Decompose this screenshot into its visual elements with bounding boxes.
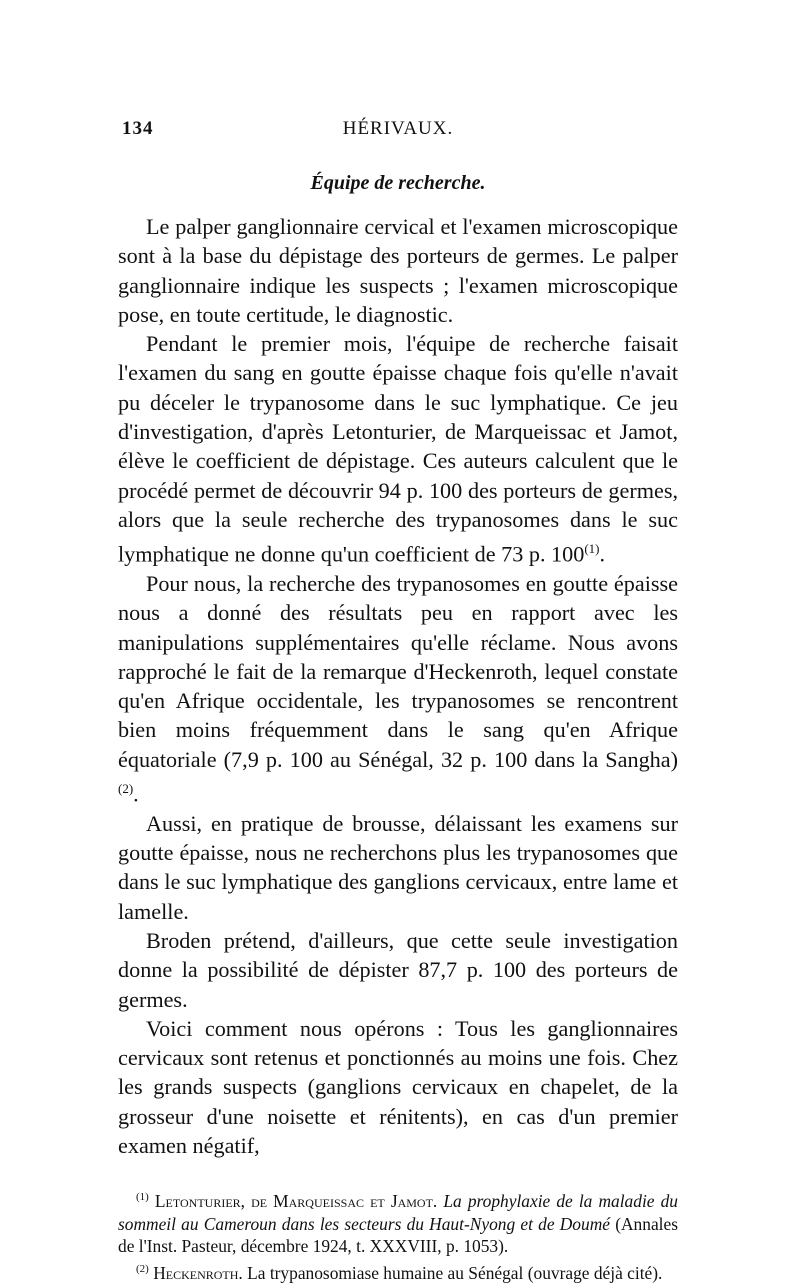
sentence-end: . — [133, 781, 139, 807]
sentence-end: . — [599, 541, 606, 567]
footnote — [118, 1186, 678, 1257]
paragraph — [118, 926, 678, 1014]
running-title: HÉRIVAUX. — [342, 118, 454, 139]
paragraph — [118, 1014, 678, 1160]
paragraph-text: Pendant le premier mois, l'équipe de recherche faisait l'examen du sang en goutte épaisse chaque fois qu'elle n'avait pu déceler le trypanosome dans le suc lymphatique. Ce jeu d'investigation, d'après Letonturier, de Marqueissac et Jamot, élève le coefficient de dépistage. Ces auteurs calculent que le procédé permet de découvrir 94 p. 100 des porteurs de germes, alors que la seule recherche des trypanosomes dans le suc lymphatique ne donne qu'un coefficient de 73 p. 100 — [118, 331, 678, 567]
footnote-title: La prophylaxie de la maladie du sommeil au Cameroun dans les secteurs du Haut-Nyong et de Doumé — [118, 1191, 678, 1234]
paragraph-text: Broden prétend, d'ailleurs, que cette seule investigation donne la possibilité de dépister 87,7 p. 100 des porteurs de germes. — [118, 927, 678, 1012]
body-text — [118, 212, 678, 1160]
footnotes — [118, 1186, 678, 1284]
paragraph — [118, 809, 678, 926]
page-number: 134 — [122, 118, 154, 139]
footnote-mark: (2) — [136, 1262, 149, 1275]
footnote-text: La trypanosomiase humaine au Sénégal (ouvrage déjà cité). — [247, 1262, 663, 1283]
paragraph — [118, 212, 678, 329]
footnote-authors: Heckenroth. — [153, 1262, 243, 1283]
running-head — [118, 118, 678, 148]
paragraph — [118, 329, 678, 569]
paragraph-text: Aussi, en pratique de brousse, délaissant les examens sur goutte épaisse, nous ne recherchons plus les trypanosomes que dans le suc lymphatique des ganglions cervicaux, entre lame et lamelle. — [118, 810, 678, 924]
book-page — [118, 118, 678, 1284]
footnote-reference: (2) — [118, 781, 134, 797]
section-title: Équipe de recherche. — [310, 172, 486, 194]
paragraph-text: Voici comment nous opérons : Tous les ganglionnaires cervicaux sont retenus et ponctionnés au moins une fois. Chez les grands suspects (ganglions cervicaux en chapelet, de la grosseur d'une noisette et rénitents), en cas d'un premier examen négatif, — [118, 1015, 678, 1158]
footnote-text: (Annales de l'Inst. Pasteur, décembre 1924, t. XXXVIII, p. 1053). — [118, 1213, 678, 1257]
footnote — [118, 1258, 678, 1284]
paragraph-text: Pour nous, la recherche des trypanosomes en goutte épaisse nous a donné des résultats peu en rapport avec les manipulations supplémentaires qu'elle réclame. Nous avons rapproché le fait de la remarque d'Heckenroth, lequel constate qu'en Afrique occidentale, les trypanosomes se rencontrent bien moins fréquemment dans le sang qu'en Afrique équatoriale (7,9 p. 100 au Sénégal, 32 p. 100 dans la Sangha) — [118, 570, 678, 772]
footnote-mark: (1) — [136, 1191, 149, 1204]
footnote-reference: (1) — [584, 541, 600, 557]
footnote-authors: Letonturier, de Marqueissac et Jamot. — [154, 1191, 438, 1212]
paragraph — [118, 569, 678, 809]
paragraph-text: Le palper ganglionnaire cervical et l'examen microscopique sont à la base du dépistage des porteurs de germes. Le palper ganglionnaire indique les suspects ; l'examen microscopique pose, en toute certitude, le diagnostic. — [118, 214, 678, 327]
